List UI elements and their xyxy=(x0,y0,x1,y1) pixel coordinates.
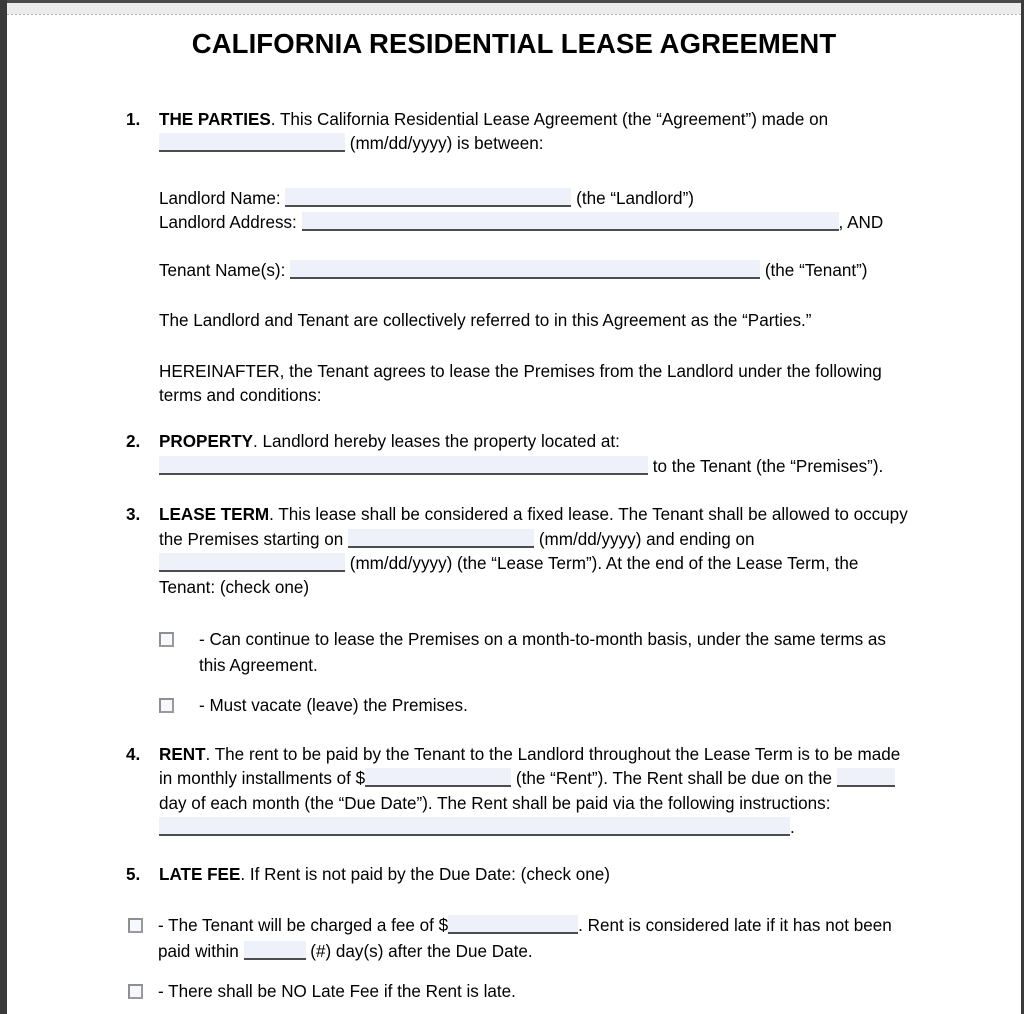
document-page xyxy=(7,16,1021,1014)
landlord-name-label: Landlord Name: xyxy=(159,188,281,208)
late-fee-days-field[interactable] xyxy=(244,941,306,960)
clause-number: 1. xyxy=(126,110,141,129)
hereinafter-text: HEREINAFTER, the Tenant agrees to lease the Premises from the Landlord under the following terms and conditions: xyxy=(159,361,882,406)
rent-amount-field[interactable] xyxy=(365,768,511,787)
option-label: - Can continue to lease the Premises on a month-to-month basis, under the same terms as this Agreement. xyxy=(199,629,886,675)
clause-heading: THE PARTIES xyxy=(159,110,271,129)
property-address-field[interactable] xyxy=(159,456,648,475)
landlord-name-field[interactable] xyxy=(285,188,571,207)
clause-lease-term xyxy=(120,503,913,601)
clause-text: . This California Residential Lease Agreement (the “Agreement”) made on xyxy=(270,110,829,129)
option-label: - Must vacate (leave) the Premises. xyxy=(199,695,468,715)
clause-text: . If Rent is not paid by the Due Date: (check one) xyxy=(240,864,610,884)
clause-heading: RENT xyxy=(159,744,206,764)
checkbox-late-fee-charged[interactable] xyxy=(128,918,143,933)
tenant-names-field[interactable] xyxy=(290,260,760,279)
clause-number: 4. xyxy=(126,744,141,764)
document-body xyxy=(7,108,1021,1005)
tenant-name-suffix: (the “Tenant”) xyxy=(764,260,868,280)
checkbox-must-vacate[interactable] xyxy=(159,698,174,713)
clause-text-1: . The rent to be paid by the Tenant to the Landlord throughout the Lease Term is to be made in monthly installments of $ xyxy=(159,744,901,789)
viewer-top-bar xyxy=(7,0,1021,14)
payment-instructions-field[interactable] xyxy=(159,817,790,836)
option-month-to-month[interactable] xyxy=(159,627,913,679)
clause-rent xyxy=(120,743,913,841)
option-late-fee-charged[interactable] xyxy=(128,913,913,965)
landlord-address-label: Landlord Address: xyxy=(159,212,297,232)
clause-number: 3. xyxy=(126,505,141,525)
lease-term-options xyxy=(120,627,913,719)
clause-text-1: . This lease shall be considered a fixed lease. The Tenant shall be allowed to occupy the Premises starting on xyxy=(159,505,908,549)
date-format-hint: (mm/dd/yyyy) is between: xyxy=(349,134,544,154)
rent-due-day-field[interactable] xyxy=(837,768,895,787)
agreement-date-field[interactable] xyxy=(159,133,345,152)
tenant-name-row xyxy=(120,259,913,283)
checkbox-no-late-fee[interactable] xyxy=(128,984,143,999)
page-title: CALIFORNIA RESIDENTIAL LEASE AGREEMENT xyxy=(191,28,837,59)
parties-collective-text: The Landlord and Tenant are collectively referred to in this Agreement as the “Parties.” xyxy=(159,311,812,331)
late-fee-options xyxy=(120,913,913,1005)
landlord-name-suffix: (the “Landlord”) xyxy=(576,188,694,208)
option-must-vacate[interactable] xyxy=(159,693,913,719)
clause-property xyxy=(120,430,913,479)
option-label-part-3: (#) day(s) after the Due Date. xyxy=(310,941,533,961)
landlord-name-row xyxy=(120,187,913,211)
clause-text: . Landlord hereby leases the property located at: xyxy=(253,432,620,452)
clause-heading: LATE FEE xyxy=(159,864,241,884)
clause-text-2: (mm/dd/yyyy) and ending on xyxy=(538,529,755,549)
landlord-address-suffix: , AND xyxy=(838,212,884,232)
clause-heading: LEASE TERM xyxy=(159,505,270,525)
clause-number: 2. xyxy=(126,432,141,452)
option-no-late-fee[interactable] xyxy=(128,979,913,1005)
landlord-address-field[interactable] xyxy=(302,212,839,231)
clause-heading: PROPERTY xyxy=(159,432,254,452)
clause-late-fee xyxy=(120,863,913,887)
option-label-part-1: - The Tenant will be charged a fee of $ xyxy=(158,915,449,935)
option-label: - There shall be NO Late Fee if the Rent is late. xyxy=(158,981,516,1001)
lease-start-date-field[interactable] xyxy=(348,529,534,548)
property-after-text: to the Tenant (the “Premises”). xyxy=(652,456,884,476)
landlord-address-row xyxy=(120,211,913,235)
clause-number: 5. xyxy=(126,864,141,884)
tenant-name-label: Tenant Name(s): xyxy=(159,260,286,280)
clause-the-parties xyxy=(120,108,913,157)
late-fee-amount-field[interactable] xyxy=(448,915,578,934)
lease-end-date-field[interactable] xyxy=(159,553,345,572)
checkbox-month-to-month[interactable] xyxy=(159,632,174,647)
clause-text-4: . xyxy=(790,818,795,838)
option-label-part-2: . Rent is considered late if it has not been paid within xyxy=(158,915,892,961)
clause-text-3: day of each month (the “Due Date”). The Rent shall be paid via the following instructions: xyxy=(159,793,831,813)
clause-text-2: (the “Rent”). The Rent shall be due on the xyxy=(515,769,833,789)
clause-text-3: (mm/dd/yyyy) (the “Lease Term”). At the end of the Lease Term, the Tenant: (check one) xyxy=(159,554,859,598)
